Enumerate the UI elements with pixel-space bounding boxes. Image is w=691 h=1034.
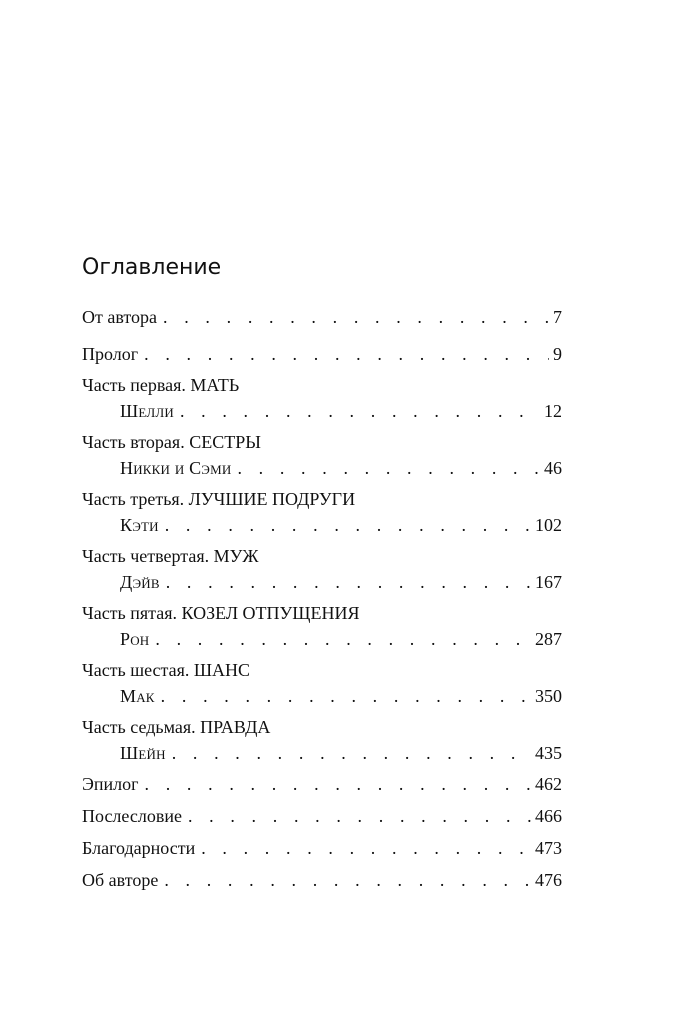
- dot-leader: [149, 628, 531, 650]
- toc-entry-page: 476: [535, 870, 562, 890]
- toc-part-title: Часть шестая. ШАНС: [82, 660, 251, 680]
- toc-part-title: Часть пятая. КОЗЕЛ ОТПУЩЕНИЯ: [82, 603, 360, 623]
- toc-entry-page: 473: [535, 838, 562, 858]
- toc-part-heading: [82, 716, 562, 738]
- toc-part-heading: [82, 488, 562, 510]
- toc-entry-title: Благодарности: [82, 838, 196, 858]
- toc-entry[interactable]: [82, 343, 562, 365]
- dot-leader: [195, 837, 531, 859]
- dot-leader: [157, 306, 549, 328]
- toc-entry-title: Рон: [120, 629, 150, 649]
- toc-entry-title: Мак: [120, 686, 155, 706]
- toc-entry[interactable]: [120, 400, 562, 422]
- toc-part-title: Часть четвертая. МУЖ: [82, 546, 259, 566]
- dot-leader: [166, 742, 531, 764]
- dot-leader: [160, 571, 531, 593]
- toc-entry-page: 350: [535, 686, 562, 706]
- toc-part-title: Часть первая. МАТЬ: [82, 375, 240, 395]
- toc-entry-title: Никки и Сэми: [120, 458, 232, 478]
- toc-entry-page: 435: [535, 743, 562, 763]
- toc-entry[interactable]: [82, 805, 562, 827]
- toc-part-heading: [82, 545, 562, 567]
- toc-entry-page: 9: [553, 344, 562, 364]
- toc-part-title: Часть вторая. СЕСТРЫ: [82, 432, 261, 452]
- toc-part-title: Часть третья. ЛУЧШИЕ ПОДРУГИ: [82, 489, 356, 509]
- toc-entry-title: Эпилог: [82, 774, 139, 794]
- toc-entry[interactable]: [120, 685, 562, 707]
- toc-entry[interactable]: [82, 869, 562, 891]
- toc-part-heading: [82, 602, 562, 624]
- dot-leader: [158, 869, 531, 891]
- toc-entry-title: Кэти: [120, 515, 159, 535]
- toc-entry-page: 462: [535, 774, 562, 794]
- dot-leader: [159, 514, 531, 536]
- toc-entry-title: Дэйв: [120, 572, 160, 592]
- toc-entry[interactable]: [120, 742, 562, 764]
- dot-leader: [155, 685, 531, 707]
- dot-leader: [174, 400, 540, 422]
- toc-entry-title: От автора: [82, 307, 158, 327]
- toc-entry[interactable]: [82, 773, 562, 795]
- toc-entry-title: Шелли: [120, 401, 174, 421]
- toc-entry[interactable]: [120, 628, 562, 650]
- toc-entry-page: 46: [544, 458, 562, 478]
- toc-entry-page: 7: [553, 307, 562, 327]
- toc-entry[interactable]: [120, 457, 562, 479]
- toc-entry[interactable]: [82, 306, 562, 328]
- toc-part-title: Часть седьмая. ПРАВДА: [82, 717, 271, 737]
- toc-entry[interactable]: [120, 571, 562, 593]
- toc-entry-page: 167: [535, 572, 562, 592]
- toc-entry-title: Шейн: [120, 743, 166, 763]
- dot-leader: [182, 805, 531, 827]
- toc-entry-page: 102: [535, 515, 562, 535]
- toc-entry[interactable]: [120, 514, 562, 536]
- dot-leader: [139, 773, 531, 795]
- toc-entry-page: 466: [535, 806, 562, 826]
- toc-part-heading: [82, 659, 562, 681]
- dot-leader: [138, 343, 549, 365]
- toc-entry-page: 12: [544, 401, 562, 421]
- toc-part-heading: [82, 431, 562, 453]
- toc-part-heading: [82, 374, 562, 396]
- dot-leader: [231, 457, 540, 479]
- toc-entry-title: Послесловие: [82, 806, 182, 826]
- toc-entry[interactable]: [82, 837, 562, 859]
- toc-heading: Оглавление: [82, 255, 222, 280]
- toc-entry-title: Об авторе: [82, 870, 159, 890]
- toc-entry-title: Пролог: [82, 344, 139, 364]
- toc-entry-page: 287: [535, 629, 562, 649]
